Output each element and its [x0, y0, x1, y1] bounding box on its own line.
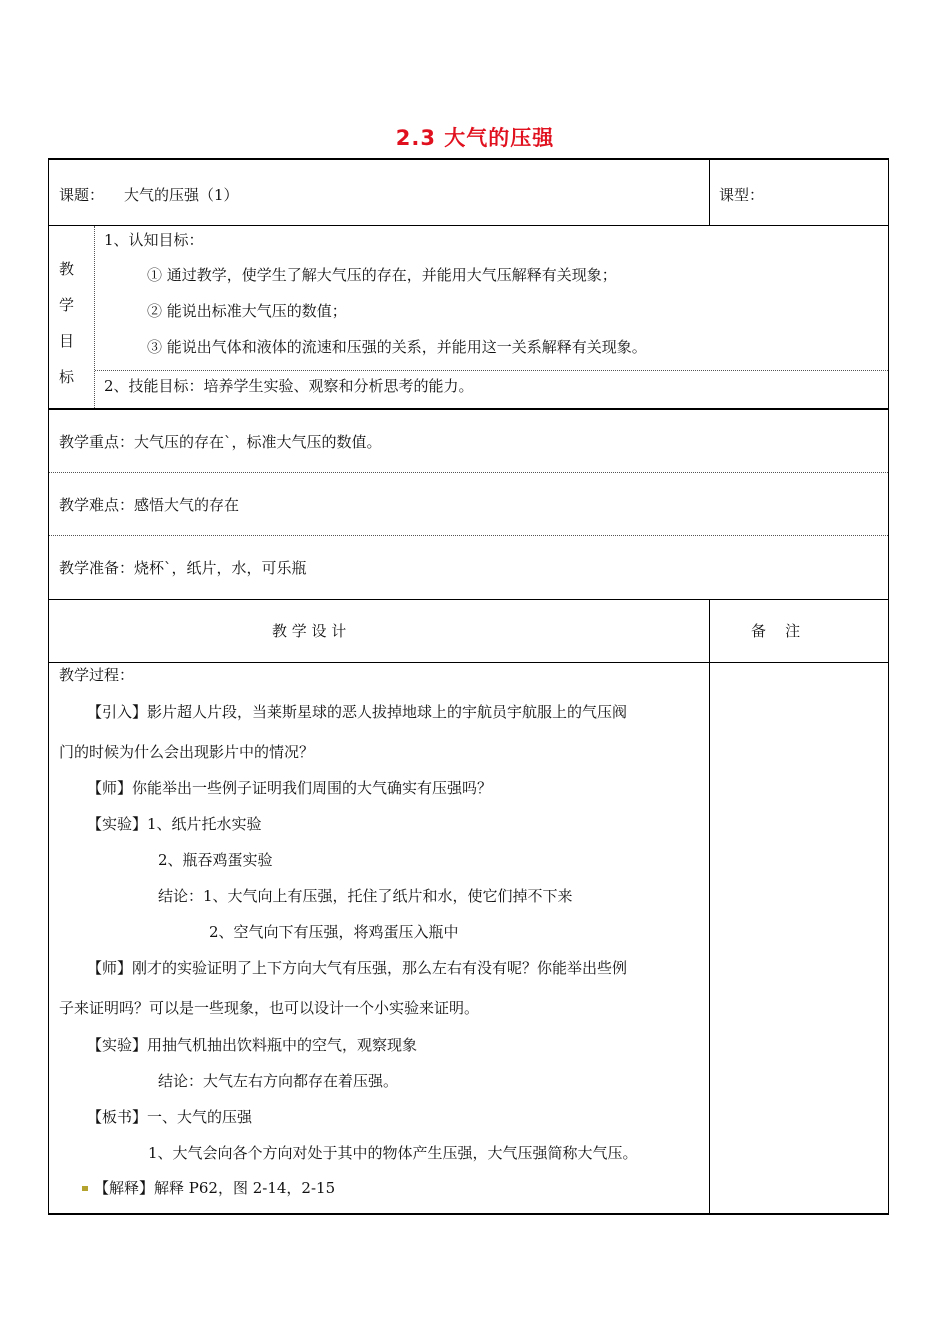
process-experiment: 【实验】1、纸片托水实验 — [87, 815, 262, 833]
process-experiment-2: 2、瓶吞鸡蛋实验 — [158, 851, 273, 869]
process-board-item: 1、大气会向各个方向对处于其中的物体产生压强，大气压强简称大气压。 — [148, 1144, 638, 1162]
objectives-side-label-4: 标 — [59, 368, 75, 386]
process-teacher-question-2-cont: 子来证明吗？可以是一些现象，也可以设计一个小实验来证明。 — [59, 999, 480, 1017]
row-divider-header — [49, 225, 888, 226]
row-divider-difficulty — [49, 535, 888, 536]
process-explanation: 【解释】解释 P62，图 2-14，2-15 — [94, 1179, 336, 1197]
process-teacher-question: 【师】你能举出一些例子证明我们周围的大气确实有压强吗？ — [87, 779, 493, 797]
topic-divider — [709, 159, 710, 226]
row-divider-objectives — [49, 408, 888, 410]
topic-value: 大气的压强（1） — [124, 186, 239, 204]
difficulty: 教学难点：感悟大气的存在 — [59, 496, 240, 514]
topic-label: 课题： — [59, 186, 105, 204]
design-header: 教 学 设 计 — [272, 622, 347, 640]
lesson-type-label: 课型： — [719, 186, 765, 204]
process-intro-cont: 门的时候为什么会出现影片中的情况？ — [59, 743, 315, 761]
skill-objective: 2、技能目标：培养学生实验、观察和分析思考的能力。 — [104, 377, 474, 395]
notes-header: 备 注 — [751, 622, 801, 640]
row-divider-keypoint — [49, 472, 888, 473]
process-board: 【板书】一、大气的压强 — [87, 1108, 253, 1126]
objectives-side-label-3: 目 — [59, 332, 75, 350]
process-heading: 教学过程： — [59, 666, 135, 684]
cognitive-objective-heading: 1、认知目标： — [104, 231, 204, 249]
row-divider-preparation — [49, 599, 888, 600]
objectives-side-label-1: 教 — [59, 260, 75, 278]
page-title: 2.3 大气的压强 — [395, 126, 555, 150]
cognitive-objective-item: ② 能说出标准大气压的数值； — [147, 302, 347, 320]
margin-marker — [82, 1186, 88, 1191]
preparation: 教学准备：烧杯`，纸片，水，可乐瓶 — [59, 559, 307, 577]
objectives-inner-divider — [95, 370, 888, 371]
design-divider — [709, 600, 710, 1214]
row-divider-design-header — [49, 662, 888, 663]
objectives-divider — [94, 226, 95, 408]
objectives-side-label-2: 学 — [59, 296, 75, 314]
process-conclusion-3: 结论：大气左右方向都存在着压强。 — [158, 1072, 399, 1090]
process-conclusion: 结论：1、大气向上有压强，托住了纸片和水，使它们掉不下来 — [158, 887, 573, 905]
process-conclusion-2: 2、空气向下有压强，将鸡蛋压入瓶中 — [209, 923, 459, 941]
cognitive-objective-item: ③ 能说出气体和液体的流速和压强的关系，并能用这一关系解释有关现象。 — [147, 338, 647, 356]
key-point: 教学重点：大气压的存在`，标准大气压的数值。 — [59, 433, 382, 451]
process-teacher-question-2: 【师】刚才的实验证明了上下方向大气有压强，那么左右有没有呢？你能举出些例 — [87, 959, 628, 977]
process-intro: 【引入】影片超人片段，当莱斯星球的恶人拔掉地球上的宇航员宇航服上的气压阀 — [87, 703, 628, 721]
process-experiment-3: 【实验】用抽气机抽出饮料瓶中的空气，观察现象 — [87, 1036, 418, 1054]
cognitive-objective-item: ① 通过教学，使学生了解大气压的存在，并能用大气压解释有关现象； — [147, 266, 617, 284]
